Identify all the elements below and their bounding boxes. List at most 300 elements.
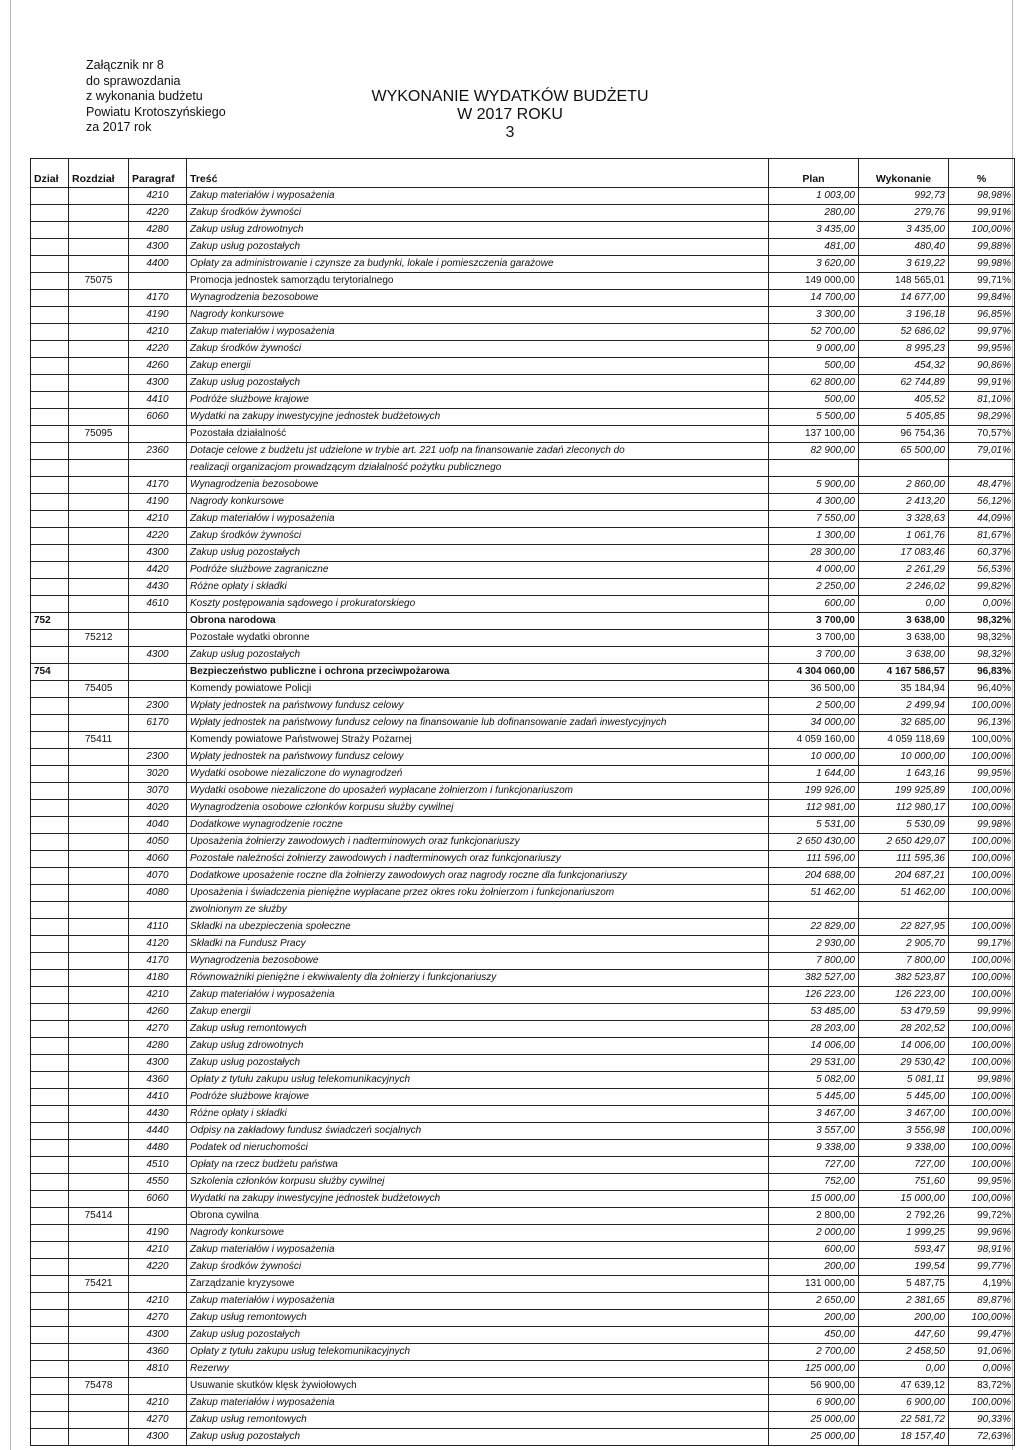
cell-dzial bbox=[31, 783, 69, 800]
cell-procent: 96,40% bbox=[949, 681, 1015, 698]
table-row bbox=[31, 766, 1015, 783]
cell-rozdzial bbox=[69, 358, 129, 375]
cell-tresc: Wynagrodzenia osobowe członków korpusu służby cywilnej bbox=[187, 800, 769, 817]
cell-plan: 112 981,00 bbox=[769, 800, 859, 817]
cell-tresc: Wpłaty jednostek na państwowy fundusz celowy bbox=[187, 698, 769, 715]
table-row bbox=[31, 375, 1015, 392]
cell-plan: 126 223,00 bbox=[769, 987, 859, 1004]
cell-wykonanie: 454,32 bbox=[859, 358, 949, 375]
cell-paragraf bbox=[129, 1208, 187, 1225]
cell-plan: 4 000,00 bbox=[769, 562, 859, 579]
cell-tresc: Składki na ubezpieczenia społeczne bbox=[187, 919, 769, 936]
cell-plan: 2 650,00 bbox=[769, 1293, 859, 1310]
cell-paragraf: 4020 bbox=[129, 800, 187, 817]
cell-plan: 2 650 430,00 bbox=[769, 834, 859, 851]
cell-wykonanie: 111 595,36 bbox=[859, 851, 949, 868]
cell-tresc: Zakup usług pozostałych bbox=[187, 1055, 769, 1072]
cell-wykonanie: 3 328,63 bbox=[859, 511, 949, 528]
cell-paragraf: 4410 bbox=[129, 1089, 187, 1106]
cell-paragraf bbox=[129, 1276, 187, 1293]
cell-tresc: Równoważniki pieniężne i ekwiwalenty dla żołnierzy i funkcjonariuszy bbox=[187, 970, 769, 987]
cell-wykonanie: 0,00 bbox=[859, 1361, 949, 1378]
cell-wykonanie: 3 638,00 bbox=[859, 613, 949, 630]
table-row bbox=[31, 1378, 1015, 1395]
cell-paragraf: 4270 bbox=[129, 1412, 187, 1429]
table-row bbox=[31, 834, 1015, 851]
cell-rozdzial bbox=[69, 1429, 129, 1446]
cell-plan: 29 531,00 bbox=[769, 1055, 859, 1072]
cell-dzial: 752 bbox=[31, 613, 69, 630]
cell-procent: 99,98% bbox=[949, 817, 1015, 834]
cell-paragraf bbox=[129, 664, 187, 681]
cell-rozdzial bbox=[69, 1361, 129, 1378]
cell-rozdzial bbox=[69, 885, 129, 902]
cell-tresc: Nagrody konkursowe bbox=[187, 494, 769, 511]
table-row bbox=[31, 460, 1015, 477]
table-row bbox=[31, 1140, 1015, 1157]
cell-paragraf: 4610 bbox=[129, 596, 187, 613]
cell-paragraf: 4270 bbox=[129, 1310, 187, 1327]
cell-plan: 2 000,00 bbox=[769, 1225, 859, 1242]
cell-tresc: Komendy powiatowe Policji bbox=[187, 681, 769, 698]
cell-procent: 100,00% bbox=[949, 783, 1015, 800]
cell-tresc: Komendy powiatowe Państwowej Straży Pożarnej bbox=[187, 732, 769, 749]
cell-tresc: Szkolenia członków korpusu służby cywilnej bbox=[187, 1174, 769, 1191]
cell-plan: 14 700,00 bbox=[769, 290, 859, 307]
cell-wykonanie: 1 999,25 bbox=[859, 1225, 949, 1242]
cell-tresc: Wpłaty jednostek na państwowy fundusz celowy bbox=[187, 749, 769, 766]
cell-dzial bbox=[31, 1293, 69, 1310]
cell-paragraf: 4170 bbox=[129, 953, 187, 970]
cell-wykonanie: 4 059 118,69 bbox=[859, 732, 949, 749]
cell-rozdzial bbox=[69, 1021, 129, 1038]
cell-dzial bbox=[31, 239, 69, 256]
cell-procent: 99,82% bbox=[949, 579, 1015, 596]
cell-rozdzial: 75075 bbox=[69, 273, 129, 290]
cell-plan: 52 700,00 bbox=[769, 324, 859, 341]
cell-dzial bbox=[31, 851, 69, 868]
cell-procent: 98,29% bbox=[949, 409, 1015, 426]
cell-plan: 1 003,00 bbox=[769, 188, 859, 205]
cell-wykonanie: 5 405,85 bbox=[859, 409, 949, 426]
cell-wykonanie: 405,52 bbox=[859, 392, 949, 409]
table-row bbox=[31, 222, 1015, 239]
cell-procent: 91,06% bbox=[949, 1344, 1015, 1361]
cell-procent: 100,00% bbox=[949, 970, 1015, 987]
cell-tresc: Opłaty z tytułu zakupu usług telekomunikacyjnych bbox=[187, 1344, 769, 1361]
cell-wykonanie: 3 435,00 bbox=[859, 222, 949, 239]
cell-dzial bbox=[31, 953, 69, 970]
cell-plan: 22 829,00 bbox=[769, 919, 859, 936]
cell-paragraf bbox=[129, 681, 187, 698]
cell-rozdzial bbox=[69, 715, 129, 732]
cell-plan: 15 000,00 bbox=[769, 1191, 859, 1208]
cell-tresc: Zakup usług pozostałych bbox=[187, 239, 769, 256]
cell-dzial bbox=[31, 902, 69, 919]
cell-rozdzial bbox=[69, 460, 129, 477]
cell-tresc: Wydatki osobowe niezaliczone do uposażeń wypłacane żołnierzom i funkcjonariuszom bbox=[187, 783, 769, 800]
cell-procent: 99,91% bbox=[949, 205, 1015, 222]
cell-tresc: Zakup usług pozostałych bbox=[187, 1429, 769, 1446]
cell-tresc: Zakup energii bbox=[187, 1004, 769, 1021]
table-row bbox=[31, 409, 1015, 426]
cell-dzial bbox=[31, 1310, 69, 1327]
cell-tresc: Zakup materiałów i wyposażenia bbox=[187, 1293, 769, 1310]
cell-procent: 99,97% bbox=[949, 324, 1015, 341]
cell-wykonanie: 3 638,00 bbox=[859, 647, 949, 664]
cell-rozdzial bbox=[69, 902, 129, 919]
table-row bbox=[31, 868, 1015, 885]
cell-plan: 600,00 bbox=[769, 596, 859, 613]
cell-procent: 60,37% bbox=[949, 545, 1015, 562]
cell-tresc: Zakup materiałów i wyposażenia bbox=[187, 188, 769, 205]
cell-procent: 100,00% bbox=[949, 868, 1015, 885]
cell-rozdzial bbox=[69, 205, 129, 222]
table-row bbox=[31, 579, 1015, 596]
cell-rozdzial bbox=[69, 1072, 129, 1089]
cell-rozdzial: 75405 bbox=[69, 681, 129, 698]
cell-tresc: Zakup usług zdrowotnych bbox=[187, 1038, 769, 1055]
cell-procent: 96,83% bbox=[949, 664, 1015, 681]
table-row bbox=[31, 987, 1015, 1004]
cell-rozdzial bbox=[69, 324, 129, 341]
table-row bbox=[31, 392, 1015, 409]
cell-rozdzial bbox=[69, 392, 129, 409]
cell-dzial bbox=[31, 426, 69, 443]
cell-plan: 204 688,00 bbox=[769, 868, 859, 885]
cell-wykonanie: 0,00 bbox=[859, 596, 949, 613]
cell-wykonanie: 126 223,00 bbox=[859, 987, 949, 1004]
page-number: 3 bbox=[505, 124, 515, 141]
cell-plan: 9 000,00 bbox=[769, 341, 859, 358]
table-row bbox=[31, 545, 1015, 562]
cell-paragraf: 4210 bbox=[129, 511, 187, 528]
cell-dzial bbox=[31, 1327, 69, 1344]
cell-tresc: Opłaty na rzecz budżetu państwa bbox=[187, 1157, 769, 1174]
table-header-row bbox=[31, 159, 1015, 188]
table-row bbox=[31, 647, 1015, 664]
cell-dzial bbox=[31, 1089, 69, 1106]
cell-tresc: Wynagrodzenia bezosobowe bbox=[187, 477, 769, 494]
cell-paragraf: 4300 bbox=[129, 647, 187, 664]
cell-plan: 62 800,00 bbox=[769, 375, 859, 392]
cell-paragraf: 4280 bbox=[129, 1038, 187, 1055]
cell-tresc: Zarządzanie kryzysowe bbox=[187, 1276, 769, 1293]
cell-tresc: Uposażenia żołnierzy zawodowych i nadterminowych oraz funkcjonariuszy bbox=[187, 834, 769, 851]
cell-rozdzial bbox=[69, 545, 129, 562]
cell-rozdzial bbox=[69, 596, 129, 613]
table-row bbox=[31, 273, 1015, 290]
cell-rozdzial: 75212 bbox=[69, 630, 129, 647]
cell-rozdzial bbox=[69, 1157, 129, 1174]
col-header-procent: % bbox=[949, 159, 1015, 188]
cell-dzial bbox=[31, 1429, 69, 1446]
cell-dzial bbox=[31, 681, 69, 698]
cell-tresc: Zakup środków żywności bbox=[187, 528, 769, 545]
cell-plan: 14 006,00 bbox=[769, 1038, 859, 1055]
cell-rozdzial bbox=[69, 409, 129, 426]
cell-tresc: Podróże służbowe krajowe bbox=[187, 392, 769, 409]
cell-wykonanie: 96 754,36 bbox=[859, 426, 949, 443]
cell-plan: 111 596,00 bbox=[769, 851, 859, 868]
cell-rozdzial: 75411 bbox=[69, 732, 129, 749]
cell-paragraf: 4210 bbox=[129, 1293, 187, 1310]
table-row bbox=[31, 970, 1015, 987]
cell-dzial bbox=[31, 1157, 69, 1174]
cell-procent: 83,72% bbox=[949, 1378, 1015, 1395]
cell-procent: 100,00% bbox=[949, 1310, 1015, 1327]
table-row bbox=[31, 732, 1015, 749]
cell-dzial bbox=[31, 1021, 69, 1038]
cell-procent: 99,98% bbox=[949, 256, 1015, 273]
cell-procent: 100,00% bbox=[949, 953, 1015, 970]
cell-tresc: Zakup materiałów i wyposażenia bbox=[187, 1242, 769, 1259]
cell-paragraf bbox=[129, 732, 187, 749]
table-row bbox=[31, 494, 1015, 511]
cell-wykonanie: 62 744,89 bbox=[859, 375, 949, 392]
cell-dzial bbox=[31, 987, 69, 1004]
cell-rozdzial bbox=[69, 528, 129, 545]
meta-line: do sprawozdania bbox=[86, 73, 181, 88]
cell-dzial bbox=[31, 1276, 69, 1293]
cell-plan: 5 082,00 bbox=[769, 1072, 859, 1089]
cell-paragraf: 4480 bbox=[129, 1140, 187, 1157]
cell-paragraf: 4510 bbox=[129, 1157, 187, 1174]
table-row bbox=[31, 290, 1015, 307]
table-row bbox=[31, 341, 1015, 358]
cell-dzial bbox=[31, 460, 69, 477]
cell-procent: 98,91% bbox=[949, 1242, 1015, 1259]
cell-wykonanie: 15 000,00 bbox=[859, 1191, 949, 1208]
cell-rozdzial bbox=[69, 1089, 129, 1106]
cell-tresc: Usuwanie skutków klęsk żywiołowych bbox=[187, 1378, 769, 1395]
cell-plan: 5 900,00 bbox=[769, 477, 859, 494]
cell-wykonanie: 5 445,00 bbox=[859, 1089, 949, 1106]
cell-rozdzial bbox=[69, 783, 129, 800]
table-row bbox=[31, 1276, 1015, 1293]
cell-rozdzial bbox=[69, 664, 129, 681]
table-row bbox=[31, 188, 1015, 205]
cell-wykonanie: 3 556,98 bbox=[859, 1123, 949, 1140]
cell-dzial bbox=[31, 1004, 69, 1021]
cell-wykonanie: 18 157,40 bbox=[859, 1429, 949, 1446]
cell-tresc: Różne opłaty i składki bbox=[187, 1106, 769, 1123]
cell-plan: 2 800,00 bbox=[769, 1208, 859, 1225]
meta-line: Załącznik nr 8 bbox=[86, 58, 164, 72]
cell-dzial bbox=[31, 1123, 69, 1140]
cell-plan: 3 700,00 bbox=[769, 647, 859, 664]
table-row bbox=[31, 885, 1015, 902]
cell-wykonanie: 3 196,18 bbox=[859, 307, 949, 324]
cell-procent: 100,00% bbox=[949, 1157, 1015, 1174]
cell-tresc: Zakup usług remontowych bbox=[187, 1412, 769, 1429]
cell-rozdzial bbox=[69, 766, 129, 783]
cell-tresc: Bezpieczeństwo publiczne i ochrona przeciwpożarowa bbox=[187, 664, 769, 681]
cell-dzial bbox=[31, 1361, 69, 1378]
cell-wykonanie: 9 338,00 bbox=[859, 1140, 949, 1157]
table-row bbox=[31, 1208, 1015, 1225]
col-header-dzial: Dział bbox=[31, 159, 69, 188]
cell-paragraf: 4300 bbox=[129, 1429, 187, 1446]
cell-dzial bbox=[31, 868, 69, 885]
cell-paragraf: 4210 bbox=[129, 188, 187, 205]
cell-dzial bbox=[31, 715, 69, 732]
cell-plan: 600,00 bbox=[769, 1242, 859, 1259]
cell-plan: 7 800,00 bbox=[769, 953, 859, 970]
table-row bbox=[31, 239, 1015, 256]
cell-paragraf: 4110 bbox=[129, 919, 187, 936]
cell-paragraf: 4210 bbox=[129, 987, 187, 1004]
cell-wykonanie: 5 487,75 bbox=[859, 1276, 949, 1293]
cell-rozdzial bbox=[69, 375, 129, 392]
cell-wykonanie: 5 081,11 bbox=[859, 1072, 949, 1089]
budget-expenses-table bbox=[30, 158, 1015, 1446]
cell-rozdzial bbox=[69, 868, 129, 885]
cell-paragraf: 3020 bbox=[129, 766, 187, 783]
cell-procent: 100,00% bbox=[949, 1191, 1015, 1208]
cell-paragraf: 4210 bbox=[129, 1242, 187, 1259]
cell-tresc: Wydatki na zakupy inwestycyjne jednostek budżetowych bbox=[187, 1191, 769, 1208]
cell-dzial bbox=[31, 1208, 69, 1225]
cell-procent: 98,98% bbox=[949, 188, 1015, 205]
cell-paragraf: 4210 bbox=[129, 324, 187, 341]
cell-dzial bbox=[31, 1412, 69, 1429]
cell-tresc: Obrona cywilna bbox=[187, 1208, 769, 1225]
cell-rozdzial bbox=[69, 1412, 129, 1429]
cell-rozdzial bbox=[69, 1344, 129, 1361]
col-header-tresc: Treść bbox=[187, 159, 769, 188]
cell-plan: 382 527,00 bbox=[769, 970, 859, 987]
table-row bbox=[31, 953, 1015, 970]
cell-rozdzial bbox=[69, 1310, 129, 1327]
cell-procent: 90,33% bbox=[949, 1412, 1015, 1429]
cell-wykonanie: 3 467,00 bbox=[859, 1106, 949, 1123]
table-row bbox=[31, 358, 1015, 375]
cell-rozdzial bbox=[69, 443, 129, 460]
cell-paragraf: 4220 bbox=[129, 528, 187, 545]
cell-plan: 149 000,00 bbox=[769, 273, 859, 290]
cell-plan: 53 485,00 bbox=[769, 1004, 859, 1021]
cell-paragraf: 4260 bbox=[129, 1004, 187, 1021]
cell-plan: 10 000,00 bbox=[769, 749, 859, 766]
cell-dzial bbox=[31, 1225, 69, 1242]
cell-paragraf: 6060 bbox=[129, 409, 187, 426]
cell-paragraf: 4050 bbox=[129, 834, 187, 851]
cell-rozdzial bbox=[69, 613, 129, 630]
cell-tresc: Zakup usług zdrowotnych bbox=[187, 222, 769, 239]
cell-dzial bbox=[31, 817, 69, 834]
cell-dzial bbox=[31, 205, 69, 222]
cell-paragraf: 4270 bbox=[129, 1021, 187, 1038]
table-row bbox=[31, 613, 1015, 630]
cell-procent: 100,00% bbox=[949, 919, 1015, 936]
cell-procent: 99,77% bbox=[949, 1259, 1015, 1276]
cell-tresc: Zakup materiałów i wyposażenia bbox=[187, 987, 769, 1004]
cell-paragraf bbox=[129, 1378, 187, 1395]
cell-tresc: Wydatki na zakupy inwestycyjne jednostek budżetowych bbox=[187, 409, 769, 426]
cell-plan: 5 500,00 bbox=[769, 409, 859, 426]
cell-plan: 3 300,00 bbox=[769, 307, 859, 324]
cell-plan: 25 000,00 bbox=[769, 1412, 859, 1429]
table-row bbox=[31, 1310, 1015, 1327]
cell-dzial bbox=[31, 358, 69, 375]
cell-procent: 56,12% bbox=[949, 494, 1015, 511]
cell-rozdzial bbox=[69, 834, 129, 851]
cell-wykonanie: 2 261,29 bbox=[859, 562, 949, 579]
title-line: WYKONANIE WYDATKÓW BUDŻETU bbox=[371, 88, 649, 105]
cell-plan: 727,00 bbox=[769, 1157, 859, 1174]
table-row bbox=[31, 1089, 1015, 1106]
cell-rozdzial bbox=[69, 800, 129, 817]
cell-plan: 481,00 bbox=[769, 239, 859, 256]
cell-rozdzial: 75421 bbox=[69, 1276, 129, 1293]
cell-paragraf: 4440 bbox=[129, 1123, 187, 1140]
cell-procent: 56,53% bbox=[949, 562, 1015, 579]
cell-wykonanie: 29 530,42 bbox=[859, 1055, 949, 1072]
document-title bbox=[300, 88, 720, 142]
table-row bbox=[31, 596, 1015, 613]
cell-paragraf: 4420 bbox=[129, 562, 187, 579]
cell-rozdzial bbox=[69, 188, 129, 205]
cell-rozdzial bbox=[69, 341, 129, 358]
cell-paragraf: 4300 bbox=[129, 1055, 187, 1072]
cell-dzial bbox=[31, 698, 69, 715]
cell-procent: 100,00% bbox=[949, 987, 1015, 1004]
table-row bbox=[31, 477, 1015, 494]
cell-rozdzial bbox=[69, 987, 129, 1004]
cell-dzial bbox=[31, 443, 69, 460]
cell-procent: 99,71% bbox=[949, 273, 1015, 290]
cell-tresc: Wynagrodzenia bezosobowe bbox=[187, 953, 769, 970]
cell-rozdzial bbox=[69, 647, 129, 664]
cell-wykonanie: 199 925,89 bbox=[859, 783, 949, 800]
cell-plan: 500,00 bbox=[769, 392, 859, 409]
table-row bbox=[31, 1395, 1015, 1412]
cell-paragraf: 4190 bbox=[129, 307, 187, 324]
cell-procent: 99,17% bbox=[949, 936, 1015, 953]
cell-rozdzial bbox=[69, 1106, 129, 1123]
cell-dzial bbox=[31, 324, 69, 341]
cell-procent: 96,85% bbox=[949, 307, 1015, 324]
cell-paragraf: 4190 bbox=[129, 494, 187, 511]
cell-wykonanie: 2 458,50 bbox=[859, 1344, 949, 1361]
cell-wykonanie: 35 184,94 bbox=[859, 681, 949, 698]
cell-rozdzial bbox=[69, 1259, 129, 1276]
cell-procent: 96,13% bbox=[949, 715, 1015, 732]
cell-tresc: Zakup usług pozostałych bbox=[187, 375, 769, 392]
cell-paragraf: 4190 bbox=[129, 1225, 187, 1242]
cell-plan: 500,00 bbox=[769, 358, 859, 375]
cell-tresc: Opłaty z tytułu zakupu usług telekomunikacyjnych bbox=[187, 1072, 769, 1089]
cell-tresc: Zakup usług remontowych bbox=[187, 1021, 769, 1038]
cell-paragraf: 4040 bbox=[129, 817, 187, 834]
table-row bbox=[31, 800, 1015, 817]
table-row bbox=[31, 1225, 1015, 1242]
cell-plan: 3 700,00 bbox=[769, 613, 859, 630]
cell-wykonanie: 22 581,72 bbox=[859, 1412, 949, 1429]
cell-plan: 1 300,00 bbox=[769, 528, 859, 545]
cell-tresc: Koszty postępowania sądowego i prokuratorskiego bbox=[187, 596, 769, 613]
cell-paragraf: 2300 bbox=[129, 698, 187, 715]
cell-wykonanie: 53 479,59 bbox=[859, 1004, 949, 1021]
cell-tresc: Dotacje celowe z budżetu jst udzielone w trybie art. 221 uofp na finansowanie zadań zleconych do bbox=[187, 443, 769, 460]
table-row bbox=[31, 783, 1015, 800]
cell-dzial bbox=[31, 511, 69, 528]
table-row bbox=[31, 528, 1015, 545]
cell-plan: 1 644,00 bbox=[769, 766, 859, 783]
cell-tresc: Wpłaty jednostek na państwowy fundusz celowy na finansowanie lub dofinansowanie zadań inwestycyjnych bbox=[187, 715, 769, 732]
cell-dzial bbox=[31, 375, 69, 392]
